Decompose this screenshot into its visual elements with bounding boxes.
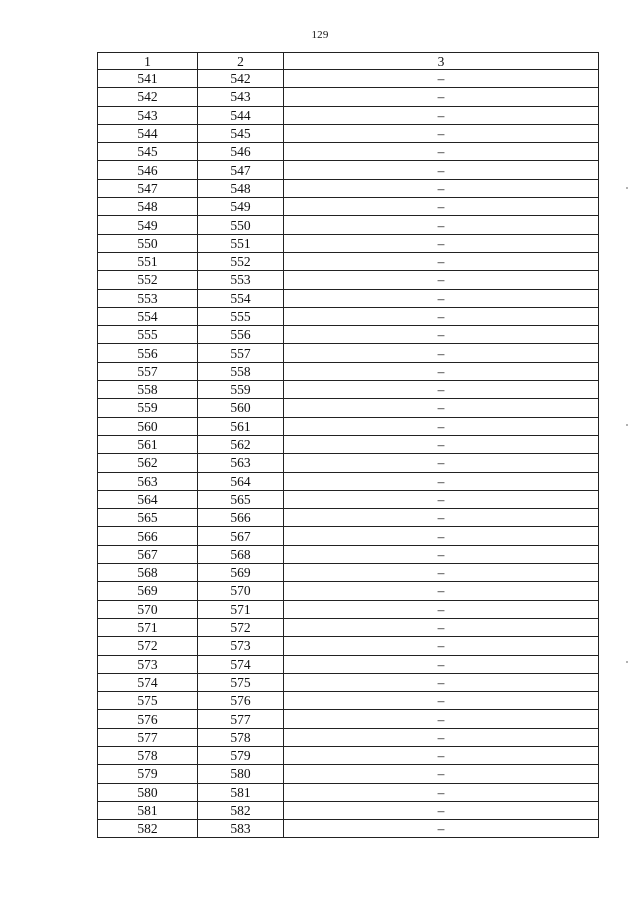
table-row: [98, 198, 599, 216]
table-cell-col-3: –: [284, 216, 599, 234]
table-row: [98, 381, 599, 399]
table-cell-col-1: 546: [98, 161, 198, 179]
table-cell-col-2: 548: [198, 179, 284, 197]
table-cell-col-2: 574: [198, 655, 284, 673]
table-cell-col-2: 544: [198, 106, 284, 124]
scan-speck: [626, 187, 628, 189]
table-cell-col-1: 575: [98, 692, 198, 710]
table-cell-col-2: 551: [198, 234, 284, 252]
column-header-1: 1: [98, 53, 198, 70]
table-row: [98, 289, 599, 307]
table-cell-col-3: –: [284, 106, 599, 124]
table-cell-col-1: 577: [98, 728, 198, 746]
header-row: [98, 53, 599, 70]
table-cell-col-1: 555: [98, 326, 198, 344]
table-cell-col-3: –: [284, 765, 599, 783]
table-cell-col-3: –: [284, 655, 599, 673]
table-cell-col-2: 580: [198, 765, 284, 783]
table-row: [98, 820, 599, 838]
table-cell-col-2: 564: [198, 472, 284, 490]
table-cell-col-2: 581: [198, 783, 284, 801]
table-cell-col-3: –: [284, 271, 599, 289]
table-header: [98, 53, 599, 70]
table-cell-col-1: 545: [98, 143, 198, 161]
table-row: [98, 637, 599, 655]
table-cell-col-3: –: [284, 746, 599, 764]
table-row: [98, 124, 599, 142]
table-cell-col-3: –: [284, 509, 599, 527]
table-row: [98, 454, 599, 472]
table-cell-col-3: –: [284, 454, 599, 472]
table-cell-col-1: 560: [98, 417, 198, 435]
table-row: [98, 143, 599, 161]
table-cell-col-2: 572: [198, 618, 284, 636]
table-row: [98, 746, 599, 764]
table-row: [98, 509, 599, 527]
table-row: [98, 179, 599, 197]
table-cell-col-1: 573: [98, 655, 198, 673]
table-cell-col-1: 574: [98, 673, 198, 691]
table-cell-col-3: –: [284, 252, 599, 270]
table-row: [98, 70, 599, 88]
table-row: [98, 307, 599, 325]
table-cell-col-1: 561: [98, 435, 198, 453]
table-cell-col-3: –: [284, 435, 599, 453]
table-cell-col-1: 550: [98, 234, 198, 252]
table-row: [98, 417, 599, 435]
table-cell-col-1: 571: [98, 618, 198, 636]
table-cell-col-1: 562: [98, 454, 198, 472]
table-cell-col-1: 568: [98, 564, 198, 582]
table-row: [98, 216, 599, 234]
table-row: [98, 399, 599, 417]
table-cell-col-1: 569: [98, 582, 198, 600]
table-cell-col-3: –: [284, 600, 599, 618]
table-cell-col-1: 567: [98, 545, 198, 563]
table-cell-col-1: 556: [98, 344, 198, 362]
table-cell-col-1: 549: [98, 216, 198, 234]
table-cell-col-1: 580: [98, 783, 198, 801]
column-header-3: 3: [284, 53, 599, 70]
table-cell-col-2: 557: [198, 344, 284, 362]
table-cell-col-1: 564: [98, 490, 198, 508]
table-row: [98, 472, 599, 490]
table-cell-col-1: 578: [98, 746, 198, 764]
table-cell-col-1: 563: [98, 472, 198, 490]
table-cell-col-2: 577: [198, 710, 284, 728]
table-cell-col-2: 582: [198, 801, 284, 819]
table-cell-col-2: 556: [198, 326, 284, 344]
table-cell-col-2: 552: [198, 252, 284, 270]
table-cell-col-3: –: [284, 527, 599, 545]
scan-speck: [626, 424, 628, 426]
table-cell-col-1: 557: [98, 362, 198, 380]
data-table: [97, 52, 599, 838]
table-cell-col-3: –: [284, 582, 599, 600]
table-cell-col-3: –: [284, 637, 599, 655]
table-cell-col-1: 553: [98, 289, 198, 307]
table-cell-col-2: 568: [198, 545, 284, 563]
table-cell-col-1: 554: [98, 307, 198, 325]
table-cell-col-2: 567: [198, 527, 284, 545]
table-row: [98, 252, 599, 270]
table-row: [98, 527, 599, 545]
table-row: [98, 600, 599, 618]
table-cell-col-2: 560: [198, 399, 284, 417]
table-cell-col-2: 543: [198, 88, 284, 106]
table-cell-col-2: 579: [198, 746, 284, 764]
table-row: [98, 326, 599, 344]
table-cell-col-3: –: [284, 179, 599, 197]
table-cell-col-2: 576: [198, 692, 284, 710]
table-cell-col-1: 576: [98, 710, 198, 728]
table-cell-col-2: 554: [198, 289, 284, 307]
table-cell-col-2: 546: [198, 143, 284, 161]
table-row: [98, 362, 599, 380]
table-cell-col-1: 544: [98, 124, 198, 142]
table-row: [98, 655, 599, 673]
table-cell-col-3: –: [284, 381, 599, 399]
table-row: [98, 801, 599, 819]
table-row: [98, 344, 599, 362]
table-cell-col-3: –: [284, 198, 599, 216]
table-row: [98, 710, 599, 728]
table-row: [98, 490, 599, 508]
table-cell-col-2: 573: [198, 637, 284, 655]
table-row: [98, 234, 599, 252]
table-cell-col-1: 558: [98, 381, 198, 399]
table-cell-col-3: –: [284, 728, 599, 746]
table-cell-col-1: 543: [98, 106, 198, 124]
table-cell-col-3: –: [284, 143, 599, 161]
table-cell-col-3: –: [284, 399, 599, 417]
table-row: [98, 618, 599, 636]
table-cell-col-3: –: [284, 710, 599, 728]
table-cell-col-3: –: [284, 545, 599, 563]
table-cell-col-1: 552: [98, 271, 198, 289]
table-row: [98, 88, 599, 106]
table-cell-col-1: 548: [98, 198, 198, 216]
table-cell-col-2: 553: [198, 271, 284, 289]
table-cell-col-1: 582: [98, 820, 198, 838]
table-cell-col-3: –: [284, 417, 599, 435]
table-row: [98, 564, 599, 582]
table-cell-col-2: 547: [198, 161, 284, 179]
table-cell-col-2: 549: [198, 198, 284, 216]
table-row: [98, 728, 599, 746]
table-cell-col-1: 581: [98, 801, 198, 819]
table-cell-col-3: –: [284, 783, 599, 801]
table-cell-col-2: 559: [198, 381, 284, 399]
table-cell-col-1: 570: [98, 600, 198, 618]
table-cell-col-2: 555: [198, 307, 284, 325]
table-row: [98, 106, 599, 124]
table-row: [98, 435, 599, 453]
table-cell-col-2: 561: [198, 417, 284, 435]
table-row: [98, 161, 599, 179]
table-cell-col-3: –: [284, 234, 599, 252]
table-cell-col-3: –: [284, 326, 599, 344]
table-cell-col-3: –: [284, 673, 599, 691]
table-row: [98, 765, 599, 783]
table-cell-col-2: 566: [198, 509, 284, 527]
table-cell-col-2: 542: [198, 70, 284, 88]
table-cell-col-3: –: [284, 564, 599, 582]
table-cell-col-3: –: [284, 88, 599, 106]
table-cell-col-3: –: [284, 124, 599, 142]
table-cell-col-1: 547: [98, 179, 198, 197]
table-cell-col-2: 545: [198, 124, 284, 142]
scan-speck: [626, 661, 628, 663]
table-cell-col-2: 563: [198, 454, 284, 472]
table-cell-col-1: 542: [98, 88, 198, 106]
table-cell-col-2: 571: [198, 600, 284, 618]
table-cell-col-2: 575: [198, 673, 284, 691]
column-header-2: 2: [198, 53, 284, 70]
table-cell-col-1: 559: [98, 399, 198, 417]
table-row: [98, 673, 599, 691]
table-cell-col-2: 558: [198, 362, 284, 380]
table-cell-col-2: 565: [198, 490, 284, 508]
table-cell-col-2: 569: [198, 564, 284, 582]
table-cell-col-2: 550: [198, 216, 284, 234]
table-cell-col-1: 572: [98, 637, 198, 655]
table-cell-col-1: 566: [98, 527, 198, 545]
table-cell-col-3: –: [284, 362, 599, 380]
table-row: [98, 545, 599, 563]
table-cell-col-3: –: [284, 692, 599, 710]
page-number: 129: [311, 29, 329, 41]
table-cell-col-2: 570: [198, 582, 284, 600]
table-cell-col-1: 551: [98, 252, 198, 270]
table-cell-col-3: –: [284, 161, 599, 179]
table-cell-col-3: –: [284, 490, 599, 508]
table-cell-col-3: –: [284, 820, 599, 838]
table-row: [98, 783, 599, 801]
table-body: [98, 70, 599, 838]
table-cell-col-3: –: [284, 70, 599, 88]
table-row: [98, 692, 599, 710]
table-cell-col-2: 583: [198, 820, 284, 838]
table-cell-col-3: –: [284, 618, 599, 636]
table-cell-col-3: –: [284, 307, 599, 325]
table-cell-col-1: 565: [98, 509, 198, 527]
table-cell-col-2: 562: [198, 435, 284, 453]
table-cell-col-3: –: [284, 289, 599, 307]
table-row: [98, 582, 599, 600]
table-cell-col-2: 578: [198, 728, 284, 746]
table-cell-col-3: –: [284, 472, 599, 490]
table-cell-col-3: –: [284, 344, 599, 362]
table-cell-col-3: –: [284, 801, 599, 819]
table-cell-col-1: 579: [98, 765, 198, 783]
table-cell-col-1: 541: [98, 70, 198, 88]
table-row: [98, 271, 599, 289]
